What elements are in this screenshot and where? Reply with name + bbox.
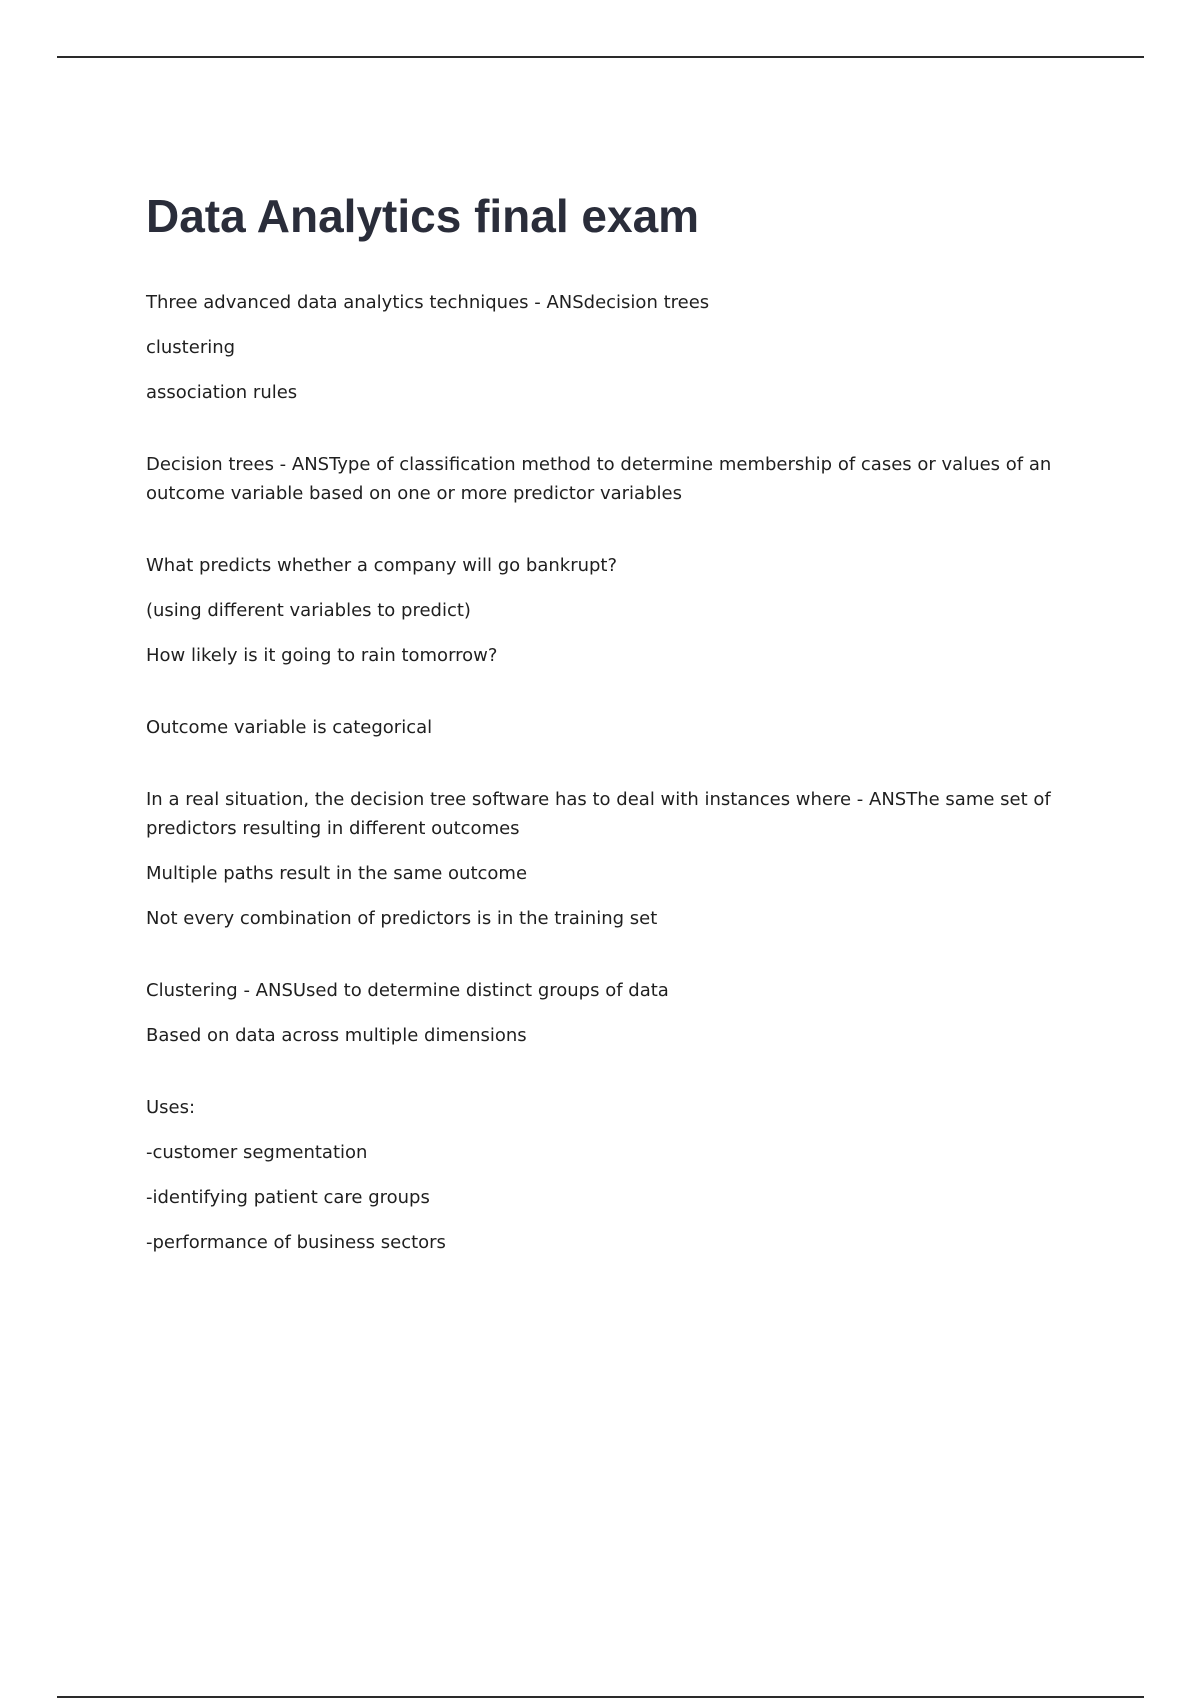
document-body: [146, 188, 1066, 1300]
text-line: Not every combination of predictors is in the training set: [146, 908, 658, 929]
text-line: Based on data across multiple dimensions: [146, 1025, 527, 1046]
block-clustering: [146, 976, 1066, 1050]
block-techniques: [146, 288, 1066, 407]
text-line: (using different variables to predict): [146, 600, 471, 621]
text-line: What predicts whether a company will go bankrupt?: [146, 555, 618, 576]
text-line: Three advanced data analytics techniques - ANSdecision trees: [146, 292, 710, 313]
block-outcome: [146, 713, 1066, 742]
text-line: Multiple paths result in the same outcome: [146, 863, 528, 884]
block-decision-trees: [146, 450, 1066, 508]
text-line: -performance of business sectors: [146, 1232, 446, 1253]
document-title: Data Analytics final exam: [146, 190, 700, 242]
text-line: Uses:: [146, 1097, 196, 1118]
text-line: -identifying patient care groups: [146, 1187, 430, 1208]
text-line: Clustering - ANSUsed to determine distinct groups of data: [146, 980, 669, 1001]
text-line: -customer segmentation: [146, 1142, 368, 1163]
text-line: In a real situation, the decision tree software has to deal with instances where - ANSThe same set of predictors resulting in different outcomes: [146, 789, 1051, 839]
text-line: Outcome variable is categorical: [146, 717, 433, 738]
text-line: Decision trees - ANSType of classification method to determine membership of cases or values of an outcome variable based on one or more predictor variables: [146, 454, 1052, 504]
text-line: clustering: [146, 337, 236, 358]
bottom-rule: [57, 1696, 1144, 1698]
text-line: association rules: [146, 382, 298, 403]
block-uses: [146, 1093, 1066, 1257]
block-examples: [146, 551, 1066, 670]
text-line: How likely is it going to rain tomorrow?: [146, 645, 498, 666]
top-rule: [57, 56, 1144, 58]
block-real-situation: [146, 785, 1066, 933]
